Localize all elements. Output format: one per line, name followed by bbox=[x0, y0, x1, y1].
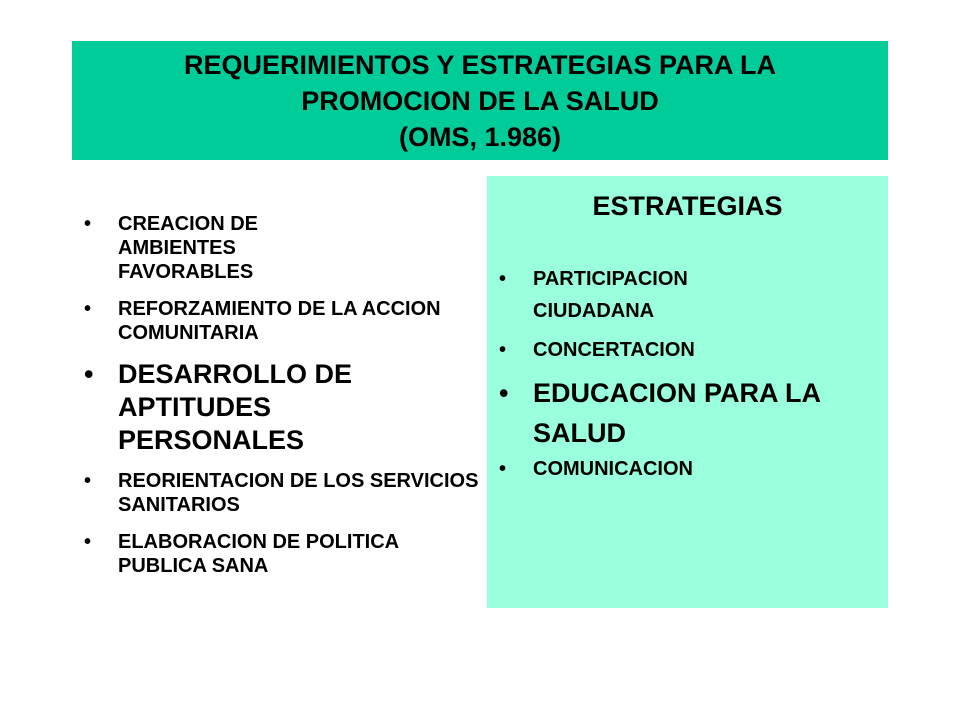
requirement-item bbox=[84, 212, 348, 284]
strategy-item bbox=[499, 334, 869, 366]
title-line-1: REQUERIMIENTOS Y ESTRATEGIAS PARA LA bbox=[183, 49, 777, 80]
requirement-item bbox=[84, 469, 488, 517]
bullet-icon: • bbox=[499, 268, 507, 290]
slide-title bbox=[72, 41, 888, 160]
strategy-text: EDUCACION PARA LA SALUD bbox=[533, 378, 820, 448]
strategy-text: COMUNICACION bbox=[533, 458, 693, 480]
strategy-item bbox=[499, 453, 869, 485]
bullet-icon: • bbox=[84, 213, 92, 235]
strategy-item bbox=[499, 373, 843, 453]
bullet-icon: • bbox=[499, 378, 509, 408]
requirement-text: CREACION DE AMBIENTES FAVORABLES bbox=[118, 213, 259, 283]
strategies-list bbox=[499, 263, 869, 492]
strategy-item bbox=[499, 263, 783, 327]
requirement-text: REORIENTACION DE LOS SERVICIOS SANITARIOS bbox=[118, 470, 479, 516]
requirement-item bbox=[84, 358, 448, 457]
requirement-item bbox=[84, 530, 488, 578]
strategies-panel bbox=[487, 176, 888, 608]
bullet-icon: • bbox=[84, 531, 92, 553]
bullet-icon: • bbox=[499, 458, 507, 480]
bullet-icon: • bbox=[84, 359, 94, 389]
strategies-heading: ESTRATEGIAS bbox=[592, 191, 783, 221]
bullet-icon: • bbox=[499, 339, 507, 361]
requirement-item bbox=[84, 297, 478, 345]
requirements-list bbox=[84, 212, 479, 591]
bullet-icon: • bbox=[84, 470, 92, 492]
title-line-2: PROMOCION DE LA SALUD bbox=[301, 85, 659, 116]
bullet-icon: • bbox=[84, 298, 92, 320]
strategy-text: CONCERTACION bbox=[533, 339, 695, 361]
requirement-text: DESARROLLO DE APTITUDES PERSONALES bbox=[118, 359, 353, 455]
requirement-text: REFORZAMIENTO DE LA ACCION COMUNITARIA bbox=[118, 298, 441, 344]
strategy-text: PARTICIPACION CIUDADANA bbox=[533, 268, 688, 322]
requirement-text: ELABORACION DE POLITICA PUBLICA SANA bbox=[118, 531, 399, 577]
title-line-3: (OMS, 1.986) bbox=[398, 121, 562, 152]
